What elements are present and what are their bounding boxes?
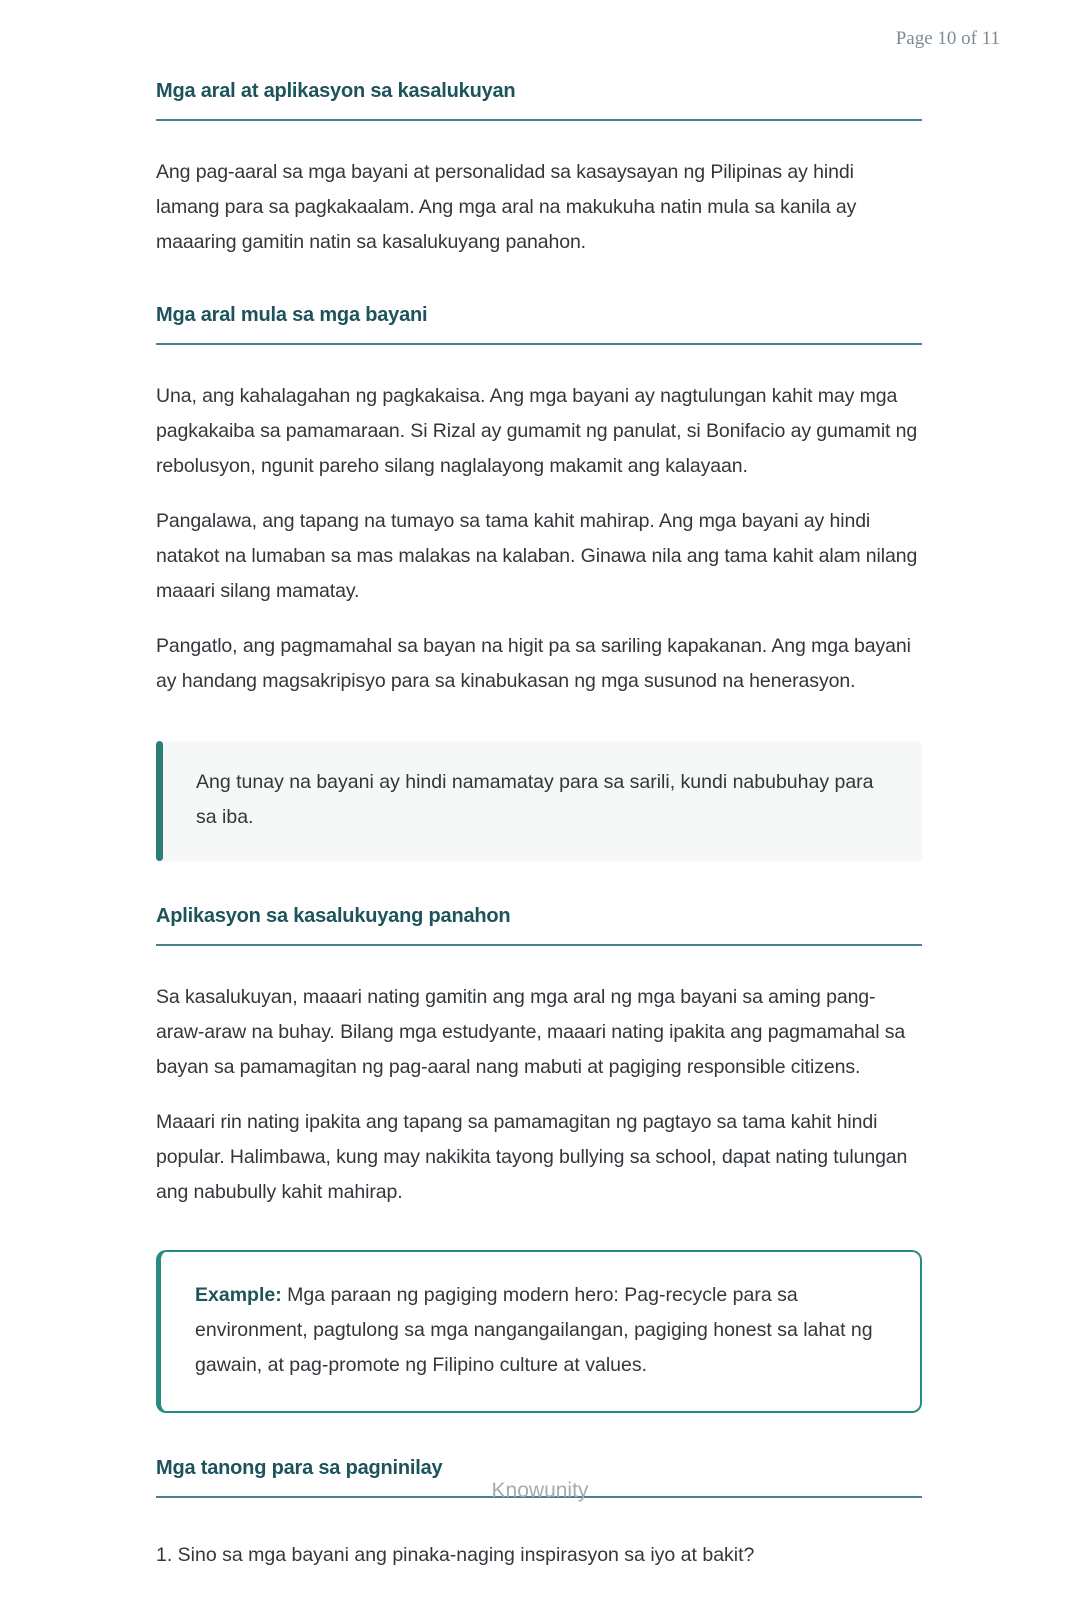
example-text xyxy=(195,1278,886,1383)
paragraph: Sa kasalukuyan, maaari nating gamitin ang mga aral ng mga bayani sa aming pang-araw-araw na buhay. Bilang mga estudyante, maaari nating ipakita ang pagmamahal sa bayan sa pamamagitan ng pag-aaral nang mabuti at pagiging responsible citizens. xyxy=(156,986,906,1078)
example-label: Example: xyxy=(195,1284,282,1306)
document-content xyxy=(156,80,922,1617)
paragraph: Pangalawa, ang tapang na tumayo sa tama kahit mahirap. Ang mga bayani ay hindi natakot na lumaban sa mas malakas na kalaban. Ginawa nila ang tama kahit alam nilang maaari silang mamatay. xyxy=(156,510,918,602)
quote-text: Ang tunay na bayani ay hindi namamatay para sa sarili, kundi nabubuhay para sa iba. xyxy=(196,771,874,828)
section-heading-reflection-questions: Mga tanong para sa pagninilay xyxy=(156,1457,922,1498)
paragraph: Pangatlo, ang pagmamahal sa bayan na higit pa sa sariling kapakanan. Ang mga bayani ay handang magsakripisyo para sa kinabukasan ng mga susunod na henerasyon. xyxy=(156,635,911,692)
section-heading-application-today: Aplikasyon sa kasalukuyang panahon xyxy=(156,905,922,946)
section-application-today xyxy=(156,905,922,1413)
paragraph: Ang pag-aaral sa mga bayani at personalidad sa kasaysayan ng Pilipinas ay hindi lamang para sa pagkakaalam. Ang mga aral na makukuha natin mula sa kanila ay maaaring gamitin natin sa kasalukuyang panahon. xyxy=(156,161,857,253)
paragraph: Una, ang kahalagahan ng pagkakaisa. Ang mga bayani ay nagtulungan kahit may mga pagkakaiba sa pamamaraan. Si Rizal ay gumamit ng panulat, si Bonifacio ay gumamit ng rebolusyon, ngunit pareho silang naglalayong makamit ang kalayaan. xyxy=(156,385,918,477)
example-callout xyxy=(156,1250,922,1413)
section-lessons-overview xyxy=(156,80,922,260)
example-body: Mga paraan ng pagiging modern hero: Pag-recycle para sa environment, pagtulong sa mga nangangailangan, pagiging honest sa lahat ng gawain, at pag-promote ng Filipino culture at values. xyxy=(195,1284,873,1376)
quote-callout xyxy=(156,741,922,861)
page-indicator: Page 10 of 11 xyxy=(895,28,1000,49)
reflection-question-1: 1. Sino sa mga bayani ang pinaka-naging inspirasyon sa iyo at bakit? xyxy=(156,1544,755,1566)
quote-accent-bar xyxy=(156,741,163,861)
paragraph: Maaari rin nating ipakita ang tapang sa pamamagitan ng pagtayo sa tama kahit hindi popular. Halimbawa, kung may nakikita tayong bullying sa school, dapat nating tulungan ang nabubully kahit mahirap. xyxy=(156,1111,908,1203)
section-heading-lessons-overview: Mga aral at aplikasyon sa kasalukuyan xyxy=(156,80,922,121)
section-heading-lessons-from-heroes: Mga aral mula sa mga bayani xyxy=(156,304,922,345)
section-reflection-questions xyxy=(156,1457,922,1573)
footer-brand: Knowunity xyxy=(491,1479,589,1502)
section-lessons-from-heroes xyxy=(156,304,922,861)
